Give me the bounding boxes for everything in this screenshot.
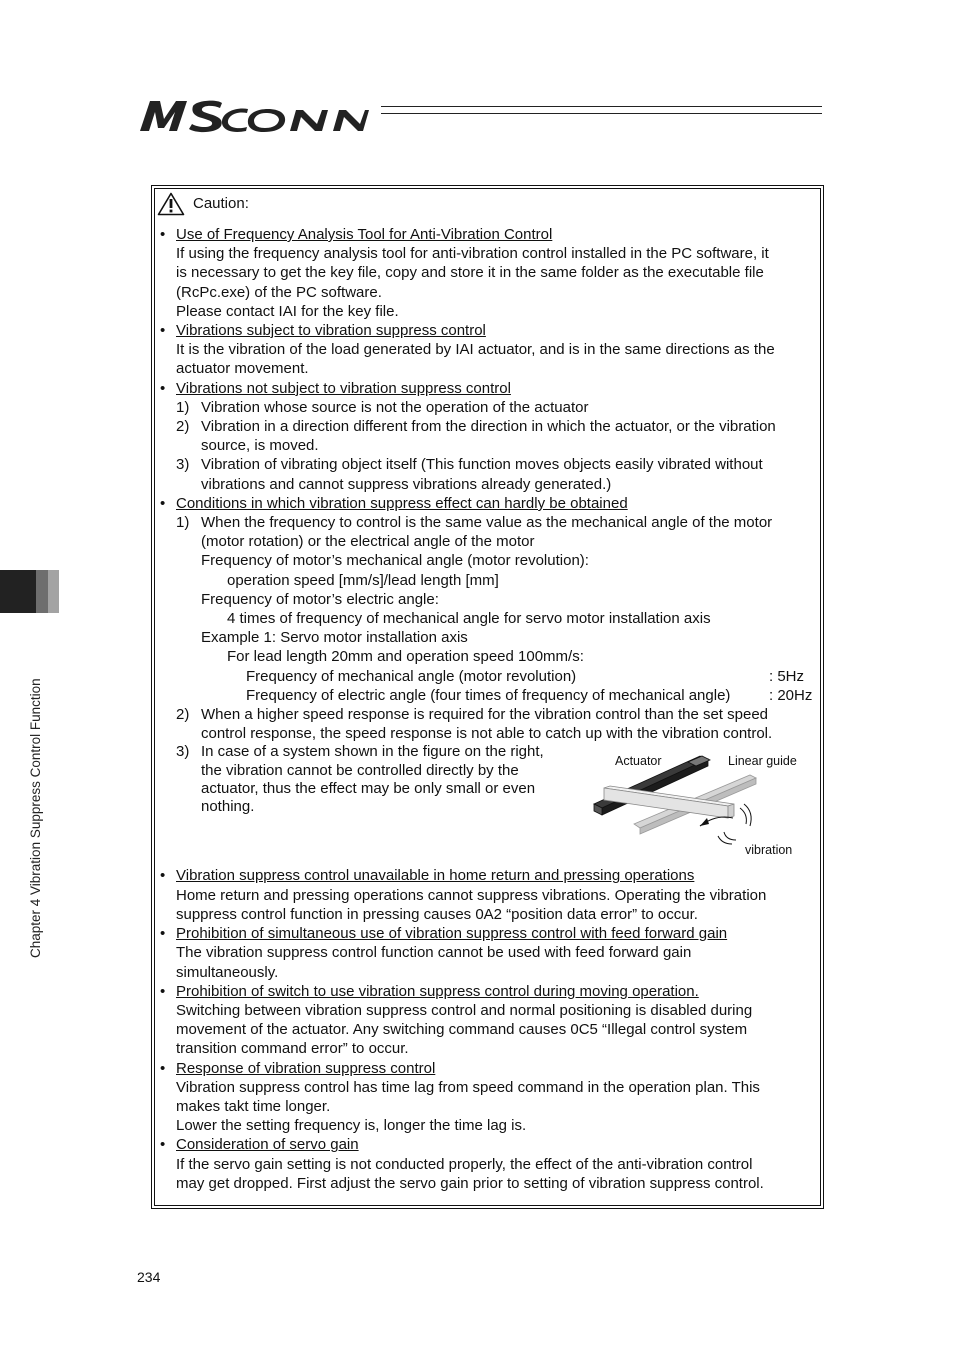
chapter-side-tab [0,570,59,613]
caution-item-switch-during-move [157,982,817,1059]
freq-elec-value: : 20Hz [769,686,813,704]
warning-icon [157,192,185,216]
bullet-icon: • [160,867,166,885]
caution-item-feed-forward [157,924,817,982]
numbered-item [157,417,817,455]
header-rule-top [381,106,822,107]
freq-mech-row [157,667,817,686]
text-line: When the frequency to control is the same value as the mechanical angle of the motor [201,514,773,532]
freq-mech-label: Frequency of mechanical angle (motor revolution) [246,667,577,685]
text-line: Vibration suppress control has time lag from speed command in the operation plan. This [176,1078,760,1096]
bullet-icon: • [160,1136,166,1154]
text-line: vibrations and cannot suppress vibrations already generated.) [201,475,612,493]
example-label: Example 1: Servo motor installation axis [201,629,468,647]
text-line: If using the frequency analysis tool for anti-vibration control installed in the PC software, it [176,245,769,263]
page-number: 234 [137,1269,161,1285]
mech-angle-label: Frequency of motor’s mechanical angle (motor revolution): [201,552,589,570]
caution-box [151,185,824,1209]
text-line: may get dropped. First adjust the servo gain prior to setting of vibration suppress control. [176,1174,764,1192]
caution-item-subject-vibrations [157,321,817,379]
caution-header [157,192,817,216]
caution-item-servo-gain [157,1135,817,1193]
text-line: control response, the speed response is not able to catch up with the vibration control. [201,725,773,743]
numbered-item [157,743,571,816]
text-line: (RcPc.exe) of the PC software. [176,283,382,301]
chapter-side-label: Chapter 4 Vibration Suppress Control Function [28,678,43,958]
figure-label-vibration: vibration [745,843,793,858]
text-line: movement of the actuator. Any switching command causes 0C5 “Illegal control system [176,1021,748,1039]
numbered-item [157,455,817,493]
caution-content [157,192,817,1193]
mech-angle-formula: operation speed [mm/s]/lead length [mm] [227,571,499,589]
numbered-item [157,398,817,417]
bullet-icon: • [160,925,166,943]
actuator-figure [590,752,810,858]
item-heading: Conditions in which vibration suppress effect can hardly be obtained [176,494,628,512]
caution-item-analysis-tool [157,225,817,321]
bullet-icon: • [160,226,166,243]
freq-elec-label: Frequency of electric angle (four times of frequency of mechanical angle) [246,686,731,704]
numbered-item [157,513,817,551]
text-line: makes takt time longer. [176,1097,331,1115]
caution-item-home-return [157,866,817,924]
item-heading: Prohibition of simultaneous use of vibration suppress control with feed forward gain [176,925,728,943]
text-line: If the servo gain setting is not conducted properly, the effect of the anti-vibration control [176,1155,753,1173]
text-line: Vibration in a direction different from the direction in which the actuator, or the vibration [201,418,776,436]
header-rule-bottom [381,113,822,114]
item-number: 2) [176,418,190,436]
text-line: actuator, thus the effect may be only small or even [201,779,536,797]
text-line: In case of a system shown in the figure on the right, [201,743,544,761]
text-line: Lower the setting frequency is, longer the time lag is. [176,1117,527,1135]
caution-title: Caution: [193,195,249,213]
bullet-icon: • [160,322,166,340]
item-heading: Consideration of servo gain [176,1136,359,1154]
text-line: is necessary to get the key file, copy and store it in the same folder as the executable file [176,264,764,282]
text-line: Switching between vibration suppress control and normal positioning is disabled during [176,1001,753,1019]
caution-item-conditions [157,494,817,513]
figure-block [157,743,817,866]
text-line: Vibration of vibrating object itself (This function moves objects easily vibrated without [201,456,763,474]
item-heading: Vibrations subject to vibration suppress control [176,322,486,340]
freq-elec-row [157,686,817,705]
item-heading: Vibration suppress control unavailable in home return and pressing operations [176,867,695,885]
text-line: simultaneously. [176,963,279,981]
actuator-illustration [590,752,810,858]
caution-item-not-subject [157,379,817,398]
bullet-icon: • [160,379,166,397]
elec-angle-label: Frequency of motor’s electric angle: [201,590,439,608]
bullet-icon: • [160,982,166,1000]
item-heading: Response of vibration suppress control [176,1059,436,1077]
figure-label-guide: Linear guide [728,754,797,769]
text-line: Vibration whose source is not the operation of the actuator [201,398,589,416]
item-heading: Vibrations not subject to vibration suppress control [176,379,511,397]
item-number: 2) [176,706,190,724]
item-number: 1) [176,398,190,416]
text-line: Please contact IAI for the key file. [176,302,399,320]
text-line: suppress control function in pressing causes 0A2 “position data error” to occur. [176,905,698,923]
item-number: 1) [176,514,190,532]
text-line: When a higher speed response is required for the vibration control than the set speed [201,706,769,724]
elec-angle-formula: 4 times of frequency of mechanical angle for servo motor installation axis [227,610,711,628]
caution-item-response [157,1059,817,1136]
text-line: (motor rotation) or the electrical angle of the motor [201,533,535,551]
text-line: It is the vibration of the load generated by IAI actuator, and is in the same directions as the [176,341,775,359]
text-line: actuator movement. [176,360,309,378]
item-heading: Prohibition of switch to use vibration suppress control during moving operation. [176,982,699,1000]
text-line: Home return and pressing operations cannot suppress vibrations. Operating the vibration [176,886,767,904]
figure-label-actuator: Actuator [615,754,662,769]
item-number: 3) [176,456,190,474]
item-number: 3) [176,743,190,761]
text-line: source, is moved. [201,437,319,455]
bullet-icon: • [160,1059,166,1077]
numbered-item [157,705,817,743]
text-line: nothing. [201,798,255,816]
text-line: the vibration cannot be controlled directly by the [201,761,519,779]
freq-mech-value: : 5Hz [769,667,805,685]
example-condition: For lead length 20mm and operation speed 100mm/s: [227,648,584,666]
bullet-icon: • [160,494,166,512]
mscon-logo [137,95,369,139]
item-heading: Use of Frequency Analysis Tool for Anti-Vibration Control [176,226,553,243]
text-line: The vibration suppress control function cannot be used with feed forward gain [176,944,692,962]
text-line: transition command error” to occur. [176,1040,409,1058]
